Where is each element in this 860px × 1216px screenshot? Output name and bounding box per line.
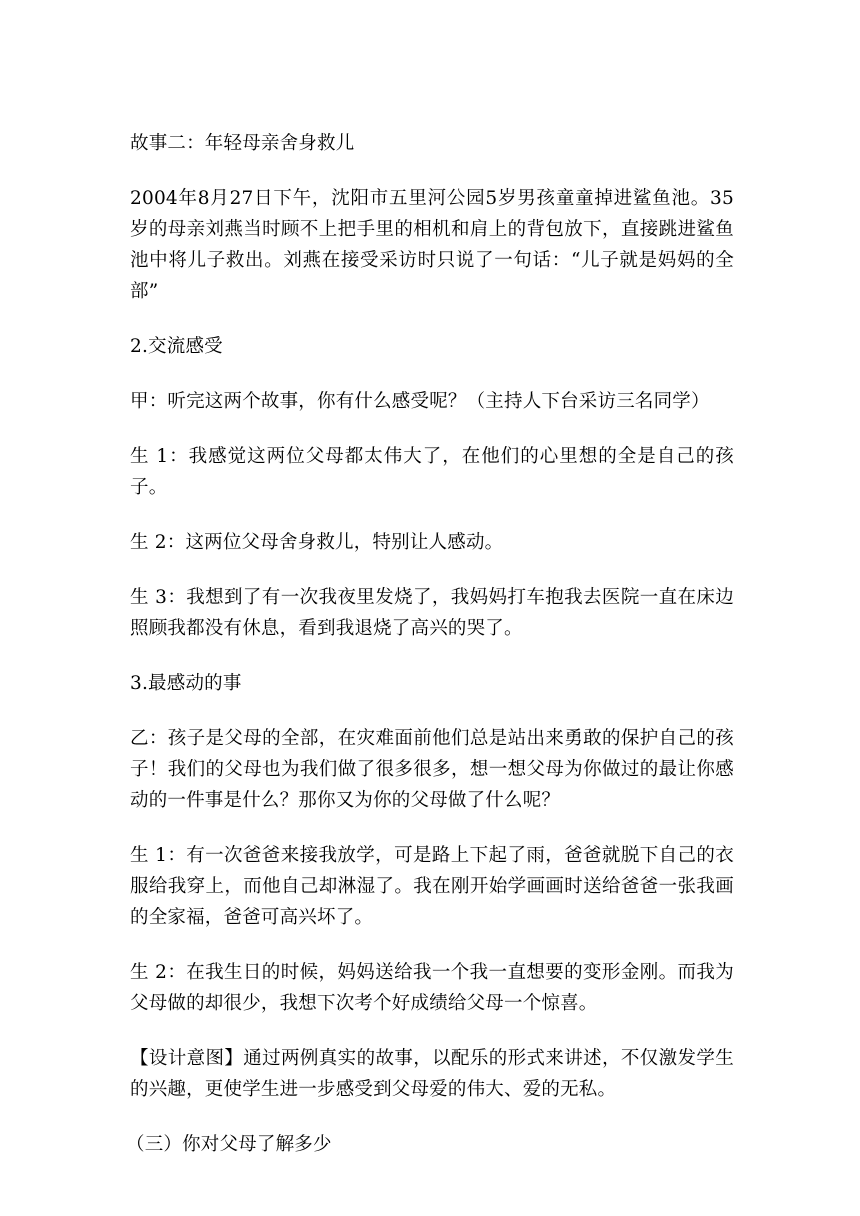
document-body [126, 128, 734, 1184]
story-2-title: 故事二：年轻母亲舍身救儿 [130, 133, 355, 154]
student-3-answer: 生 3：我想到了有一次我夜里发烧了，我妈妈打车抱我去医院一直在床边照顾我都没有休息，看到我退烧了高兴的哭了。 [130, 587, 734, 639]
design-intent-note: 【设计意图】通过两例真实的故事，以配乐的形式来讲述，不仅激发学生的兴趣，更使学生进一步感受到父母爱的伟大、爱的无私。 [130, 1048, 734, 1100]
host-b-question: 乙：孩子是父母的全部，在灾难面前他们总是站出来勇敢的保护自己的孩子！我们的父母也为我们做了很多很多，想一想父母为你做过的最让你感动的一件事是什么？那你又为你的父母做了什么呢？ [130, 728, 734, 811]
student-2-answer: 生 2：这两位父母舍身救儿，特别让人感动。 [130, 532, 504, 553]
section-heading-most-moving-thing: 3.最感动的事 [130, 673, 242, 694]
host-a-question: 甲：听完这两个故事，你有什么感受呢？（主持人下台采访三名同学） [130, 391, 710, 412]
section-heading-know-parents: （三）你对父母了解多少 [126, 1134, 332, 1155]
student-1-story: 生 1：有一次爸爸来接我放学，可是路上下起了雨，爸爸就脱下自己的衣服给我穿上，而他自己却淋湿了。我在刚开始学画画时送给爸爸一张我画的全家福，爸爸可高兴坏了。 [130, 845, 734, 928]
story-2-body: 2004年8月27日下午，沈阳市五里河公园5岁男孩童童掉进鲨鱼池。35 岁的母亲刘燕当时顾不上把手里的相机和肩上的背包放下，直接跳进鲨鱼池中将儿子救出。刘燕在接受采访时只说了一句话：“儿子就是妈妈的全部” [130, 188, 734, 302]
section-heading-exchange-feelings: 2.交流感受 [130, 336, 223, 357]
student-2-story: 生 2：在我生日的时候，妈妈送给我一个我一直想要的变形金刚。而我为父母做的却很少，我想下次考个好成绩给父母一个惊喜。 [130, 962, 734, 1014]
student-1-answer: 生 1：我感觉这两位父母都太伟大了，在他们的心里想的全是自己的孩子。 [130, 446, 734, 498]
